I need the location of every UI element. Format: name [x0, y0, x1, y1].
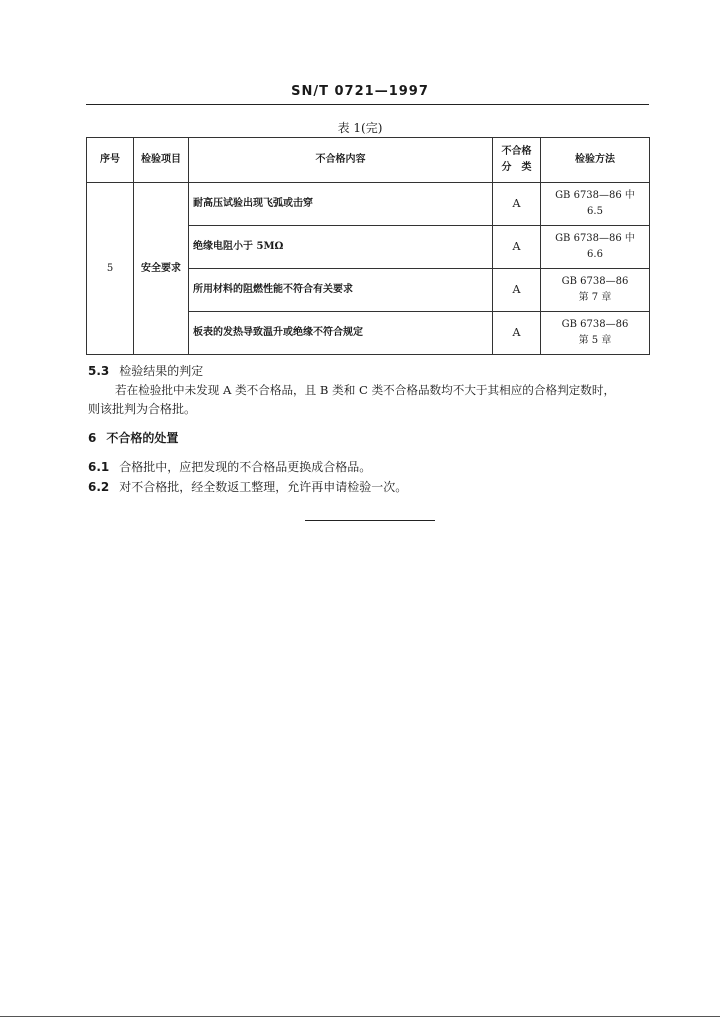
- end-rule: [305, 520, 435, 521]
- section-number: 6.1: [88, 460, 110, 474]
- inspection-table: [86, 137, 650, 355]
- cell-method-line1: GB 6738—86 中: [555, 190, 635, 201]
- cell-method-line1: GB 6738—86: [561, 319, 629, 330]
- cell-method-line2: 第 5 章: [578, 335, 612, 346]
- cell-method-line2: 6.5: [587, 206, 603, 217]
- cell-group-item: 安全要求: [134, 183, 189, 355]
- cell-content: 耐高压试验出现飞弧或击穿: [189, 183, 493, 226]
- section-title: 检验结果的判定: [119, 364, 204, 378]
- cell-method: [541, 226, 650, 269]
- section-5-3-heading: [88, 363, 203, 379]
- standard-code: SN/T 0721—1997: [291, 84, 429, 99]
- col-header-method: 检验方法: [541, 138, 650, 183]
- cell-method: [541, 269, 650, 312]
- cell-method-line2: 第 7 章: [578, 292, 612, 303]
- cell-method: [541, 183, 650, 226]
- section-6-heading: [88, 430, 178, 446]
- cell-content: 所用材料的阻燃性能不符合有关要求: [189, 269, 493, 312]
- cell-class: A: [493, 269, 541, 312]
- table-caption: 表 1(完): [337, 121, 383, 135]
- section-6-1: [88, 459, 371, 475]
- section-6-2: [88, 479, 407, 495]
- col-header-class-line2: 分 类: [501, 162, 532, 173]
- col-header-class: [493, 138, 541, 183]
- cell-method-line1: GB 6738—86 中: [555, 233, 635, 244]
- bottom-rule: [0, 1016, 720, 1017]
- cell-class: A: [493, 226, 541, 269]
- cell-content: 绝缘电阻小于 5MΩ: [189, 226, 493, 269]
- section-title: 不合格的处置: [106, 431, 179, 445]
- cell-class: A: [493, 183, 541, 226]
- cell-content: 板表的发热导致温升或绝缘不符合规定: [189, 312, 493, 355]
- col-header-item: 检验项目: [134, 138, 189, 183]
- col-header-num: 序号: [87, 138, 134, 183]
- table-row: [87, 183, 650, 226]
- col-header-class-line1: 不合格: [501, 146, 532, 157]
- cell-method: [541, 312, 650, 355]
- header-rule: [86, 104, 649, 105]
- section-text: 对不合格批，经全数返工整理，允许再申请检验一次。: [119, 480, 408, 494]
- cell-method-line1: GB 6738—86: [561, 276, 629, 287]
- section-number: 5.3: [88, 364, 110, 378]
- section-number: 6: [88, 431, 97, 445]
- section-text: 合格批中，应把发现的不合格品更换成合格品。: [119, 460, 372, 474]
- table-header-row: [87, 138, 650, 183]
- cell-group-num: 5: [87, 183, 134, 355]
- section-5-3-body-line2: 则该批判为合格批。: [88, 402, 197, 416]
- section-5-3-body-line1: 若在检验批中未发现 A 类不合格品，且 B 类和 C 类不合格品数均不大于其相应的合格判定数时，: [115, 383, 616, 397]
- cell-class: A: [493, 312, 541, 355]
- col-header-content: 不合格内容: [189, 138, 493, 183]
- cell-method-line2: 6.6: [587, 249, 603, 260]
- section-number: 6.2: [88, 480, 110, 494]
